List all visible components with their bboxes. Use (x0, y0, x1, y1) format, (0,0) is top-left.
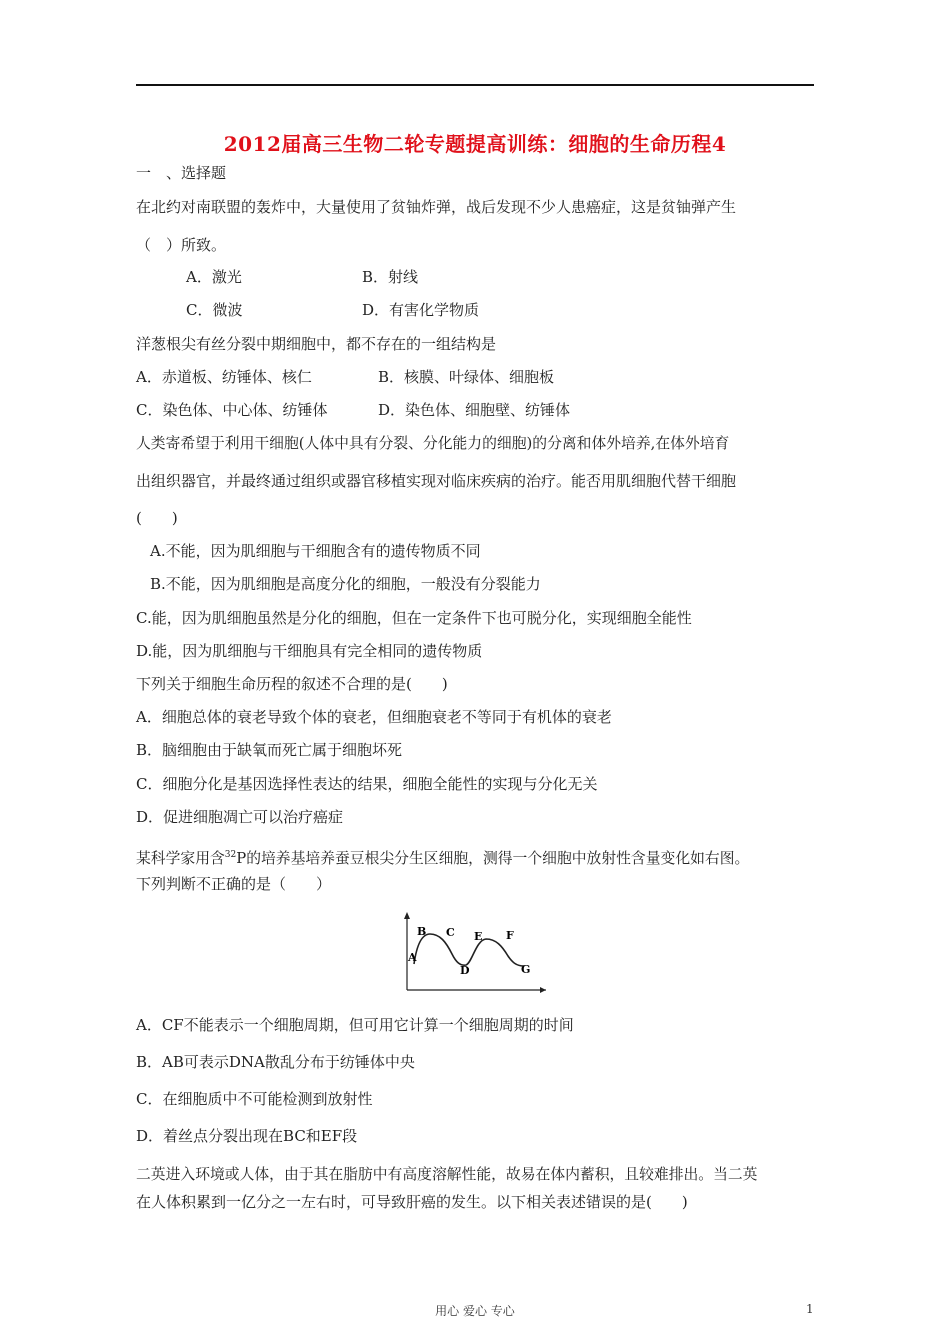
radioactivity-curve-figure (400, 910, 550, 994)
label-g: G (521, 963, 531, 976)
q3-option-a: A.不能，因为肌细胞与干细胞含有的遗传物质不同 (150, 542, 481, 560)
q5-stem-text-b: P的培养基培养蚕豆根尖分生区细胞，测得一个细胞中放射性含量变化如右图。 (236, 850, 750, 867)
q2-stem: 洋葱根尖有丝分裂中期细胞中，都不存在的一组结构是 (136, 335, 497, 353)
q3-option-d: D.能，因为肌细胞与干细胞具有完全相同的遗传物质 (136, 642, 483, 660)
q2-option-c: C．染色体、中心体、纺锤体 (136, 401, 328, 419)
q6-stem-line1: 二英进入环境或人体，由于其在脂肪中有高度溶解性能，故易在体内蓄积，且较难排出。当二英 (136, 1166, 758, 1183)
q1-stem-line1: 在北约对南联盟的轰炸中，大量使用了贫铀炸弹，战后发现不少人患癌症，这是贫铀弹产生 (136, 198, 737, 216)
q3-stem-line1: 人类寄希望于利用干细胞(人体中具有分裂、分化能力的细胞)的分离和体外培养,在体外培育 (136, 435, 730, 452)
q1-option-a: A．激光 (186, 268, 242, 286)
q6-stem-line2: 在人体积累到一亿分之一左右时，可导致肝癌的发生。以下相关表述错误的是( ) (136, 1193, 688, 1211)
label-b: B (417, 925, 427, 938)
x-axis-arrow (540, 987, 546, 993)
q2-option-b: B．核膜、叶绿体、细胞板 (378, 368, 555, 386)
q4-stem: 下列关于细胞生命历程的叙述不合理的是( ) (136, 675, 448, 693)
q3-stem-line3: ( ) (136, 509, 178, 527)
q5-stem-line1 (136, 849, 749, 871)
section-heading: 一 、选择题 (136, 164, 227, 182)
q4-option-b: B．脑细胞由于缺氧而死亡属于细胞坏死 (136, 741, 403, 759)
label-e: E (474, 930, 483, 943)
q1-stem-line2: （ ）所致。 (136, 236, 227, 254)
y-axis-arrow (404, 912, 410, 919)
q5-option-c: C．在细胞质中不可能检测到放射性 (136, 1090, 373, 1108)
q4-option-c: C．细胞分化是基因选择性表达的结果，细胞全能性的实现与分化无关 (136, 775, 598, 793)
page-title: 2012届高三生物二轮专题提高训练：细胞的生命历程4 (223, 132, 727, 156)
label-d: D (460, 964, 470, 977)
label-c: C (446, 926, 455, 939)
q5-stem-text-a: 某科学家用含 (136, 850, 225, 867)
page-footer: 用心 爱心 专心 (435, 1304, 515, 1318)
q5-option-b: B．AB可表示DNA散乱分布于纺锤体中央 (136, 1053, 415, 1071)
q5-option-a: A．CF不能表示一个细胞周期，但可用它计算一个细胞周期的时间 (136, 1016, 574, 1034)
page-number: 1 (806, 1302, 814, 1316)
q1-option-d: D．有害化学物质 (362, 301, 480, 319)
q2-option-a: A．赤道板、纺锤体、核仁 (136, 368, 312, 386)
q3-option-c: C.能，因为肌细胞虽然是分化的细胞，但在一定条件下也可脱分化，实现细胞全能性 (136, 609, 692, 627)
q3-stem-line2: 出组织器官，并最终通过组织或器官移植实现对临床疾病的治疗。能否用肌细胞代替干细胞 (136, 472, 737, 490)
label-f: F (506, 929, 514, 942)
header-rule (136, 84, 814, 86)
label-a: A (408, 951, 417, 964)
q4-option-a: A．细胞总体的衰老导致个体的衰老，但细胞衰老不等同于有机体的衰老 (136, 708, 612, 726)
q2-option-d: D．染色体、细胞壁、纺锤体 (378, 401, 571, 419)
isotope-superscript: 32 (224, 850, 237, 860)
q5-option-d: D．着丝点分裂出现在BC和EF段 (136, 1127, 358, 1145)
q1-option-c: C．微波 (186, 301, 243, 319)
q4-option-d: D．促进细胞凋亡可以治疗癌症 (136, 808, 344, 826)
q3-option-b: B.不能，因为肌细胞是高度分化的细胞，一般没有分裂能力 (150, 575, 541, 593)
q1-option-b: B．射线 (362, 268, 419, 286)
q5-stem-line2: 下列判断不正确的是（ ） (136, 875, 332, 893)
